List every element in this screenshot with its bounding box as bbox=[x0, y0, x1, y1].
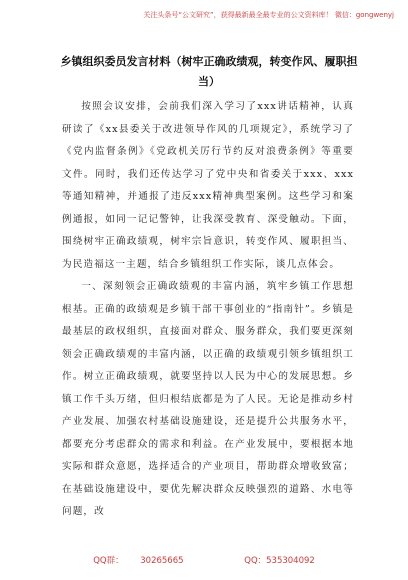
footer-qq-number: QQ：535304092 bbox=[244, 556, 315, 566]
paragraph-intro: 按照会议安排，会前我们深入学习了xxx讲话精神，认真研读了《xx县委关于改进领导作风的几项规定》，系统学习了《党内监督条例》《党政机关厉行节约反对浪费条例》等重要文件。同时，我们还传达学习了党中央和省委关于xxx、xxx等通知精神，并通报了违反xxx精神典型案例。这些学习和案例通报，如同一记记警钟，让我深受教育、深受触动。下面，围绕树牢正确政绩观，树牢宗旨意识，转变作风、履职担当、为民造福这一主题，结合乡镇组织工作实际，谈几点体会。 bbox=[62, 101, 354, 270]
footer-qq-group: QQ群： 30265665 bbox=[93, 556, 184, 566]
document-title: 乡镇组织委员发言材料（树牢正确政绩观，转变作风、履职担当） bbox=[60, 55, 358, 88]
footer-contact bbox=[0, 554, 408, 566]
header-promo: 关注头条号“公文研究”，获得最新最全最专业的公文资料库！ 微信：gongwenyj bbox=[143, 11, 394, 19]
paragraph-section-one: 一、深刻领会正确政绩观的丰富内涵，筑牢乡镇工作思想根基。正确的政绩观是乡镇干部干事创业的“指南针”。乡镇是最基层的政权组织，直接面对群众、服务群众，我们要更深刻领会正确政绩观的丰富内涵，以正确的政绩观引领乡镇组织工作。树立正确政绩观，就要坚持以人民为中心的发展思想。乡镇工作千头万绪，但归根结底都是为了人民。无论是推动乡村产业发展、加强农村基础设施建设，还是提升公共服务水平，都要充分考虑群众的需求和利益。在产业发展中，要根据本地实际和群众意愿，选择适合的产业项目，帮助群众增收致富；在基础设施建设中，要优先解决群众反映强烈的道路、水电等问题，改 bbox=[62, 281, 354, 517]
document-body bbox=[62, 96, 354, 524]
